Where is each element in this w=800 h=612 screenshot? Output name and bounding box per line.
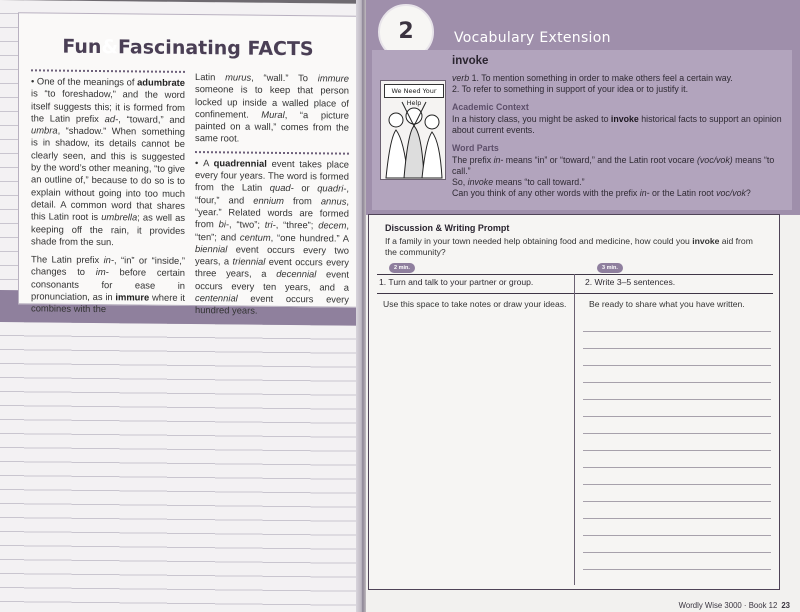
vocabulary-content [452,56,784,199]
notes-space-label: Use this space to take notes or draw your ideas. [383,299,567,309]
dotted-separator [195,151,349,155]
definition-1: verb 1. To mention something in order to make others feel a certain way. [452,73,733,83]
step1-label: 1. Turn and talk to your partner or group. [379,277,534,287]
word-parts-summary: So, invoke means “to call toward.” [452,177,585,187]
fact-adumbrate: • One of the meanings of adumbrate is “to foreshadow,” and the word itself suggests this; it is formed from the Latin prefix ad-, “toward,” and umbra, “shadow.” When something is in shadow, its details cannot be clearly seen, and this is suggested by the word’s other meaning, “to give an outline of,” because to do so is to explain without going into too much detail. A common word that shares this Latin root is umbrella; as well as keeping off the rain, it provides shade from the sun. [31,75,186,248]
cartoon-illustration [380,80,446,180]
column-divider [574,274,575,585]
discussion-prompt: If a family in your town needed help obtaining food and medicine, how could you invoke aid from the community? [385,236,753,257]
word-parts-text: The prefix in- means “in” or “toward,” and the Latin root vocare (voc/vok) means “to call.” [452,155,775,176]
facts-column-2 [195,71,350,317]
step2-label: 2. Write 3–5 sentences. [585,277,676,287]
vocabulary-panel [372,50,792,210]
divider-line [377,293,773,294]
section-title: Vocabulary Extension [454,30,611,46]
left-page [0,0,362,612]
time-badge-step1: 2 min. [389,263,415,273]
word-parts-question: Can you think of any other words with the prefix in- or the Latin root voc/vok? [452,188,751,198]
time-badge-step2: 3 min. [597,263,623,273]
fact-quadrennial: • A quadrennial event takes place every four years. The word is formed from the Latin quad- or quadri-, “four,” and ennium from annus, “year.” Related words are formed from bi-, “two”; tri-, “three”; decem, “ten”; and centum, “one hundred.” A biennial event occurs every two years, a triennial event occurs every three years, a decennial event occurs every ten years, and a centennial event occurs every hundred years. [195,156,350,317]
right-page [366,0,800,612]
fact-immure-start: The Latin prefix in-, “in” or “inside,” changes to im- before certain consonants for ease in pronunciation, as in immure where it combines with the [31,253,185,315]
word-parts-heading: Word Parts [452,143,499,153]
cartoon-sign: We Need Your Help [384,84,444,98]
discussion-box [368,214,780,590]
dotted-separator [31,69,185,73]
fun-facts-box [18,12,358,317]
definition-2: 2. To refer to something in support of your idea or to justify it. [452,84,689,94]
crowd-icon [382,100,446,180]
page-footer: Wordly Wise 3000 · Book 12 23 [678,601,790,610]
academic-context-text: In a history class, you might be asked to invoke historical facts to support an opinion about current events. [452,114,782,135]
fact-immure-end: Latin murus, “wall.” To immure someone is to keep that person locked up inside a walled place of confinement. Mural, “a picture painted on a wall,” comes from the same root. [195,71,349,144]
vocab-word: invoke [452,55,489,67]
writing-lines[interactable] [583,315,771,581]
facts-columns [31,69,350,317]
facts-column-1 [31,69,186,315]
vocabulary-header [366,0,800,215]
divider-line [377,274,773,275]
academic-context-heading: Academic Context [452,102,529,112]
facts-title: Fun&Fascinating FACTS [19,35,357,61]
share-label: Be ready to share what you have written. [589,299,745,309]
discussion-title: Discussion & Writing Prompt [385,223,510,233]
lesson-number-badge: 2 [378,4,434,60]
